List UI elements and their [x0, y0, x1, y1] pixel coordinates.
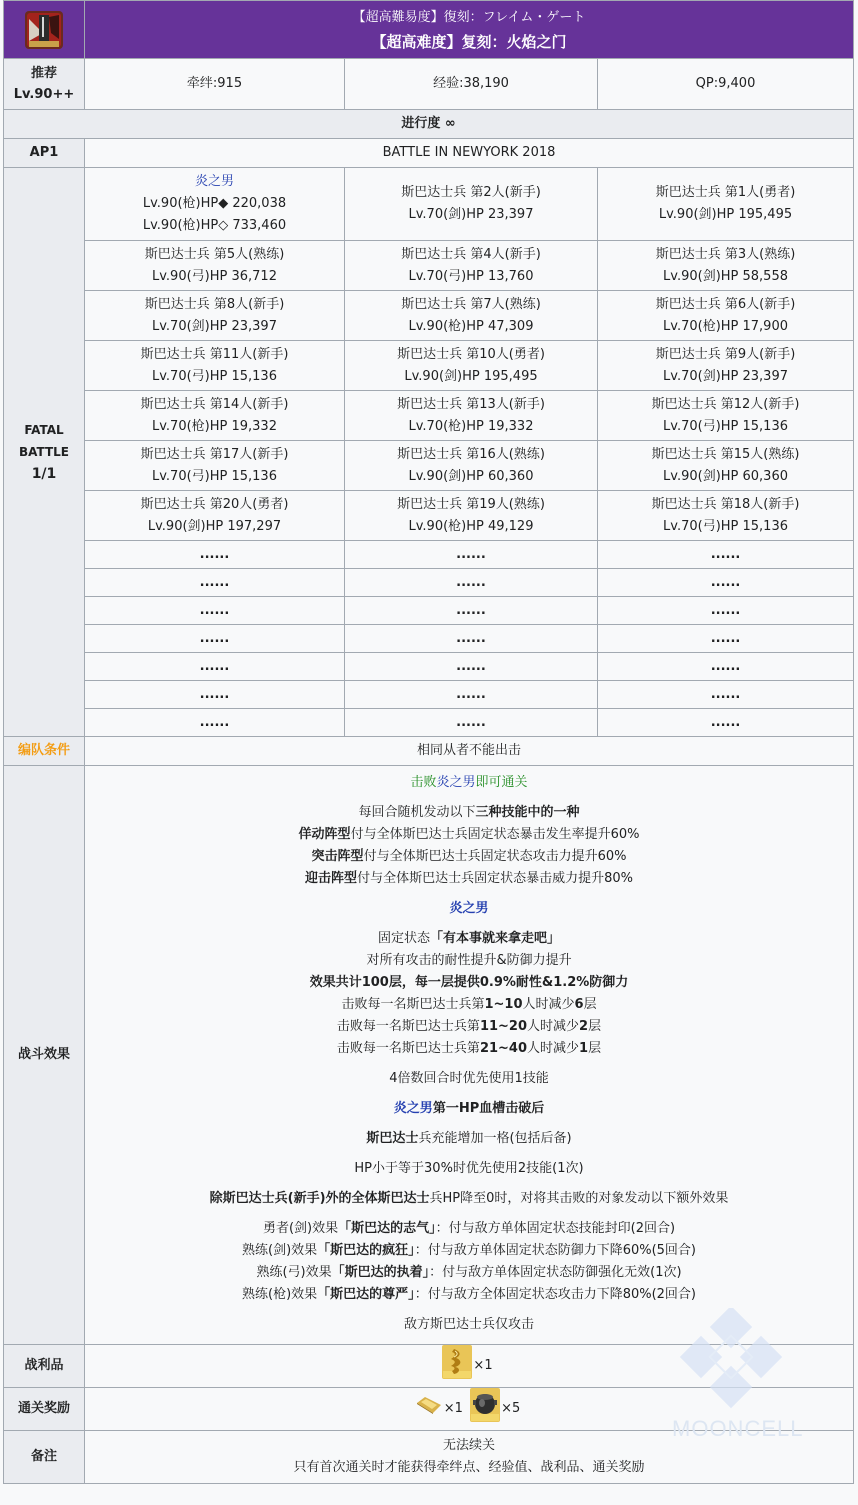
- enemy-cell: [345, 291, 598, 341]
- battle-label: [4, 168, 85, 737]
- reduce-n: 6: [574, 997, 584, 1012]
- death-effect-desc: ：付与敌方单体固定状态防御力下降60%(5回合): [414, 1243, 696, 1258]
- ellipsis-cell: ......: [345, 569, 598, 597]
- ap-row: [4, 139, 854, 168]
- death-effect: [89, 1240, 849, 1262]
- enemy-stats: Lv.90(剑)HP 60,360: [663, 468, 788, 484]
- death-effect-pre: 熟练(弓)效果: [256, 1265, 332, 1280]
- reduce-post: 层: [588, 1041, 602, 1056]
- formation-desc: 付与全体斯巴达士兵固定状态暴击威力提升80%: [357, 871, 633, 886]
- enemy-name: 斯巴达士兵 第2人(新手): [401, 185, 541, 200]
- ellipsis-cell: ......: [598, 597, 854, 625]
- enemy-cell: [85, 291, 345, 341]
- ap-label: AP1: [4, 139, 85, 168]
- death-effect: [89, 1262, 849, 1284]
- notes-content: [85, 1431, 854, 1484]
- black-pot-icon[interactable]: [470, 1388, 500, 1430]
- enemy-name: 斯巴达士兵 第10人(勇者): [397, 346, 545, 362]
- notes-row: [4, 1431, 854, 1484]
- boss-enemy-cell: [85, 168, 345, 241]
- golden-ingot-icon[interactable]: [415, 1395, 443, 1423]
- death-effect: [89, 1218, 849, 1240]
- death-effect-pre: 熟练(枪)效果: [242, 1287, 318, 1302]
- reduce-mid: 人时减少: [527, 1019, 580, 1034]
- death-effect-name: 「斯巴达的尊严」: [317, 1287, 415, 1302]
- enemy-name: 斯巴达士兵 第14人(新手): [140, 396, 289, 412]
- fixed-desc: 对所有攻击的耐性提升&防御力提升: [366, 953, 572, 968]
- placeholder-row: [4, 597, 854, 625]
- enemy-stats: Lv.90(枪)HP 47,309: [408, 318, 534, 334]
- death-effect-name: 「斯巴达的志气」: [338, 1221, 436, 1236]
- reduce-n: 2: [579, 1019, 589, 1034]
- enemy-stats: Lv.70(剑)HP 23,397: [408, 207, 534, 222]
- ellipsis-cell: ......: [598, 681, 854, 709]
- ellipsis-cell: ......: [85, 625, 345, 653]
- bond-value: 牵绊:915: [85, 59, 345, 110]
- enemy-cell: [345, 491, 598, 541]
- stack-desc: [89, 972, 849, 994]
- break-rest: 第一HP血槽击破后: [432, 1101, 545, 1116]
- enemy-row: [4, 168, 854, 241]
- battle-label-line1: FATAL: [24, 423, 64, 437]
- exp-value: 经验:38,190: [345, 59, 598, 110]
- enemy-cell: [345, 441, 598, 491]
- quest-title-cn: 【超高难度】复刻：火焰之门: [371, 32, 567, 51]
- break-rule: [89, 1098, 849, 1120]
- death-effect-desc: ：付与敌方单体固定状态技能封印(2回合): [435, 1221, 676, 1236]
- boss-heading[interactable]: 炎之男: [449, 901, 489, 916]
- placeholder-row: [4, 541, 854, 569]
- quest-title-jp: 【超高難易度】復刻：フレイム・ゲート: [352, 9, 586, 25]
- attack-only-note: 敌方斯巴达士兵仅攻击: [404, 1317, 535, 1332]
- progress-row: [4, 110, 854, 139]
- reduce-pre: 击败每一名斯巴达士兵第: [341, 997, 485, 1012]
- reduce-rule: [89, 1016, 849, 1038]
- enemy-stats: Lv.90(剑)HP 60,360: [408, 468, 534, 484]
- enemy-cell: [85, 391, 345, 441]
- clear-reward-label: 通关奖励: [4, 1388, 85, 1431]
- ellipsis-cell: ......: [85, 709, 345, 737]
- reduce-post: 层: [588, 1019, 602, 1034]
- random-intro-pre: 每回合随机发动以下: [358, 805, 476, 820]
- ellipsis-cell: ......: [345, 653, 598, 681]
- fixed-state-name: 「有本事就来拿走吧」: [430, 931, 561, 946]
- on-death-rule: [89, 1188, 849, 1210]
- drops-row: [4, 1345, 854, 1388]
- death-effect-pre: 勇者(剑)效果: [262, 1221, 339, 1236]
- ellipsis-cell: ......: [345, 541, 598, 569]
- enemy-name: 斯巴达士兵 第9人(新手): [655, 346, 796, 362]
- enemy-stats: Lv.70(弓)HP 15,136: [152, 468, 277, 484]
- formation-effect: [89, 824, 849, 846]
- reduce-range: 1~10: [484, 997, 523, 1012]
- formation-name: 迎击阵型: [305, 871, 358, 886]
- notes-label: 备注: [4, 1431, 85, 1484]
- enemy-name: 斯巴达士兵 第12人(新手): [651, 396, 800, 412]
- enemy-stats: Lv.90(弓)HP 36,712: [152, 268, 277, 284]
- ellipsis-cell: ......: [85, 569, 345, 597]
- ellipsis-cell: ......: [85, 597, 345, 625]
- quest-icon-cell: [4, 1, 85, 59]
- formation-effect: [89, 868, 849, 890]
- ellipsis-cell: ......: [345, 709, 598, 737]
- reduce-range: 21~40: [479, 1041, 528, 1056]
- formation-value: 相同从者不能出击: [85, 737, 854, 766]
- enemy-row: [4, 391, 854, 441]
- clear-reward-content: [85, 1388, 854, 1431]
- enemy-stats: Lv.70(弓)HP 15,136: [663, 418, 788, 434]
- formation-desc: 付与全体斯巴达士兵固定状态暴击发生率提升60%: [350, 827, 640, 842]
- enemy-name: 斯巴达士兵 第7人(熟练): [401, 296, 541, 312]
- reduce-pre: 击败每一名斯巴达士兵第: [336, 1041, 480, 1056]
- enemy-cell: [598, 291, 854, 341]
- hp30-rule: HP小于等于30%时优先使用2技能(1次): [354, 1161, 584, 1176]
- recommend-label: [4, 59, 85, 110]
- reduce-n: 1: [579, 1041, 589, 1056]
- ellipsis-cell: ......: [598, 653, 854, 681]
- enemy-stats: Lv.90(剑)HP 197,297: [147, 518, 282, 534]
- reduce-mid: 人时减少: [522, 997, 575, 1012]
- enemy-row: [4, 291, 854, 341]
- drops-content: [85, 1345, 854, 1388]
- ellipsis-cell: ......: [345, 681, 598, 709]
- placeholder-row: [4, 569, 854, 597]
- quest-info-table: [3, 0, 854, 1484]
- enemy-stats: Lv.90(枪)HP 49,129: [408, 518, 534, 534]
- placeholder-row: [4, 709, 854, 737]
- recommend-level: Lv.90++: [13, 87, 75, 102]
- placeholder-row: [4, 681, 854, 709]
- charge-rule: [89, 1128, 849, 1150]
- reduce-rule: [89, 1038, 849, 1060]
- battle-label-line2: BATTLE: [19, 445, 69, 459]
- on-death-bold: 除斯巴达士兵(新手)外的全体斯巴达士: [209, 1191, 430, 1206]
- boss-hp1: Lv.90(枪)HP◆ 220,038: [142, 196, 287, 211]
- enemy-name: 斯巴达士兵 第13人(新手): [397, 396, 545, 412]
- reduce-post: 层: [583, 997, 597, 1012]
- clear-reward-row: [4, 1388, 854, 1431]
- enemy-stats: Lv.70(枪)HP 17,900: [663, 318, 788, 334]
- enemy-stats: Lv.70(枪)HP 19,332: [408, 418, 534, 434]
- watermark-text: MOONCELL: [672, 1416, 804, 1441]
- enemy-name: 斯巴达士兵 第5人(熟练): [144, 246, 285, 262]
- enemy-name: 斯巴达士兵 第4人(新手): [401, 246, 541, 262]
- enemy-cell: [598, 441, 854, 491]
- enemy-name: 斯巴达士兵 第11人(新手): [140, 346, 289, 362]
- enemy-stats: Lv.70(剑)HP 23,397: [152, 318, 277, 334]
- ellipsis-cell: ......: [345, 597, 598, 625]
- enemy-name: 斯巴达士兵 第3人(熟练): [655, 246, 796, 262]
- enemy-cell: [598, 341, 854, 391]
- notes-line2: 只有首次通关时才能获得牵绊点、经验值、战利品、通关奖励: [293, 1460, 645, 1475]
- boss-link[interactable]: 炎之男: [436, 775, 476, 790]
- recommend-label-text: 推荐: [30, 66, 57, 81]
- progress-label: 进行度 ∞: [4, 110, 854, 139]
- ellipsis-cell: ......: [598, 541, 854, 569]
- charge-bold: 斯巴达士: [366, 1131, 419, 1146]
- enemy-cell: [598, 241, 854, 291]
- enemy-stats: Lv.70(弓)HP 13,760: [408, 268, 534, 284]
- enemy-row: [4, 241, 854, 291]
- stage-name: BATTLE IN NEWYORK 2018: [85, 139, 854, 168]
- charge-rest: 兵充能增加一格(包括后备): [418, 1131, 572, 1146]
- spartan-warrior-icon: [25, 11, 63, 49]
- enemy-stats: Lv.70(剑)HP 23,397: [663, 368, 788, 384]
- reduce-mid: 人时减少: [527, 1041, 580, 1056]
- fixed-state: [89, 928, 849, 950]
- enemy-name: 斯巴达士兵 第8人(新手): [144, 296, 285, 312]
- enemy-stats: Lv.70(弓)HP 15,136: [152, 368, 277, 384]
- formation-label: 编队条件: [4, 737, 85, 766]
- enemy-name: 斯巴达士兵 第16人(熟练): [397, 446, 545, 462]
- formation-effect: [89, 846, 849, 868]
- death-effect-desc: ：付与敌方全体固定状态攻击力下降80%(2回合): [414, 1287, 696, 1302]
- placeholder-row: [4, 625, 854, 653]
- drop-count: ×1: [473, 1358, 493, 1373]
- random-intro: [89, 802, 849, 824]
- enemy-row: [4, 341, 854, 391]
- death-effect-pre: 熟练(剑)效果: [242, 1243, 318, 1258]
- random-intro-bold: 三种技能中的一种: [475, 805, 580, 820]
- battle-label-line3: 1/1: [31, 466, 57, 482]
- fixed-state-pre: 固定状态: [378, 931, 431, 946]
- death-effect-name: 「斯巴达的执着」: [331, 1265, 430, 1280]
- boss-hp2: Lv.90(枪)HP◇ 733,460: [142, 218, 287, 233]
- stack-desc-text: 效果共计100层，每一层提供0.9%耐性&1.2%防御力: [309, 975, 629, 990]
- enemy-stats: Lv.70(弓)HP 15,136: [663, 518, 788, 534]
- enemy-cell: [345, 168, 598, 241]
- enemy-name: 斯巴达士兵 第18人(新手): [651, 496, 800, 512]
- enemy-stats: Lv.90(剑)HP 195,495: [658, 207, 793, 222]
- enemy-cell: [598, 491, 854, 541]
- golden-statue-icon[interactable]: [442, 1345, 472, 1387]
- enemy-cell: [345, 391, 598, 441]
- enemy-cell: [85, 241, 345, 291]
- enemy-name: 斯巴达士兵 第1人(勇者): [655, 185, 796, 200]
- formation-desc: 付与全体斯巴达士兵固定状态攻击力提升60%: [363, 849, 627, 864]
- reward-count: ×5: [501, 1401, 521, 1416]
- placeholder-row: [4, 653, 854, 681]
- enemy-cell: [85, 341, 345, 391]
- enemy-name: 斯巴达士兵 第19人(熟练): [397, 496, 545, 512]
- ellipsis-cell: ......: [598, 625, 854, 653]
- ellipsis-cell: ......: [85, 541, 345, 569]
- enemy-name: 斯巴达士兵 第6人(新手): [655, 296, 796, 312]
- boss-name-link[interactable]: 炎之男: [194, 174, 234, 189]
- death-effect-desc: ：付与敌方单体固定状态防御强化无效(1次): [429, 1265, 682, 1280]
- enemy-name: 斯巴达士兵 第20人(勇者): [140, 496, 289, 512]
- ellipsis-cell: ......: [598, 709, 854, 737]
- quest-title-cell: [85, 1, 854, 59]
- ellipsis-cell: ......: [598, 569, 854, 597]
- ellipsis-cell: ......: [85, 653, 345, 681]
- enemy-cell: [345, 341, 598, 391]
- enemy-name: 斯巴达士兵 第15人(熟练): [651, 446, 800, 462]
- qp-value: QP:9,400: [598, 59, 854, 110]
- enemy-cell: [85, 491, 345, 541]
- reduce-rule: [89, 994, 849, 1016]
- enemy-cell: [85, 441, 345, 491]
- effects-label: 战斗效果: [4, 766, 85, 1345]
- formation-name: 突击阵型: [311, 849, 364, 864]
- clear-cond-pre: 击败: [410, 775, 437, 790]
- reduce-pre: 击败每一名斯巴达士兵第: [336, 1019, 480, 1034]
- drops-label: 战利品: [4, 1345, 85, 1388]
- clear-cond-post: 即可通关: [475, 775, 528, 790]
- ellipsis-cell: ......: [345, 625, 598, 653]
- on-death-rest: 兵HP降至0时，对将其击败的对象发动以下额外效果: [429, 1191, 729, 1206]
- formation-row: [4, 737, 854, 766]
- recommend-row: [4, 59, 854, 110]
- quest-header: [4, 1, 854, 59]
- boss-link[interactable]: 炎之男: [393, 1101, 433, 1116]
- enemy-stats: Lv.70(枪)HP 19,332: [152, 418, 277, 434]
- effects-content: [85, 766, 854, 1345]
- enemy-stats: Lv.90(剑)HP 58,558: [663, 268, 788, 284]
- enemy-row: [4, 441, 854, 491]
- death-effect: [89, 1284, 849, 1306]
- every4-rule: 4倍数回合时优先使用1技能: [389, 1071, 549, 1086]
- death-effect-name: 「斯巴达的疯狂」: [317, 1243, 415, 1258]
- effects-row: [4, 766, 854, 1345]
- enemy-cell: [598, 391, 854, 441]
- enemy-row: [4, 491, 854, 541]
- enemy-cell: [345, 241, 598, 291]
- notes-line1: 无法续关: [443, 1438, 496, 1453]
- enemy-cell: [598, 168, 854, 241]
- formation-name: 佯动阵型: [298, 827, 351, 842]
- clear-condition: [89, 772, 849, 794]
- reward-count: ×1: [443, 1401, 463, 1416]
- enemy-name: 斯巴达士兵 第17人(新手): [140, 446, 289, 462]
- enemy-stats: Lv.90(剑)HP 195,495: [404, 368, 538, 384]
- ellipsis-cell: ......: [85, 681, 345, 709]
- reduce-range: 11~20: [479, 1019, 528, 1034]
